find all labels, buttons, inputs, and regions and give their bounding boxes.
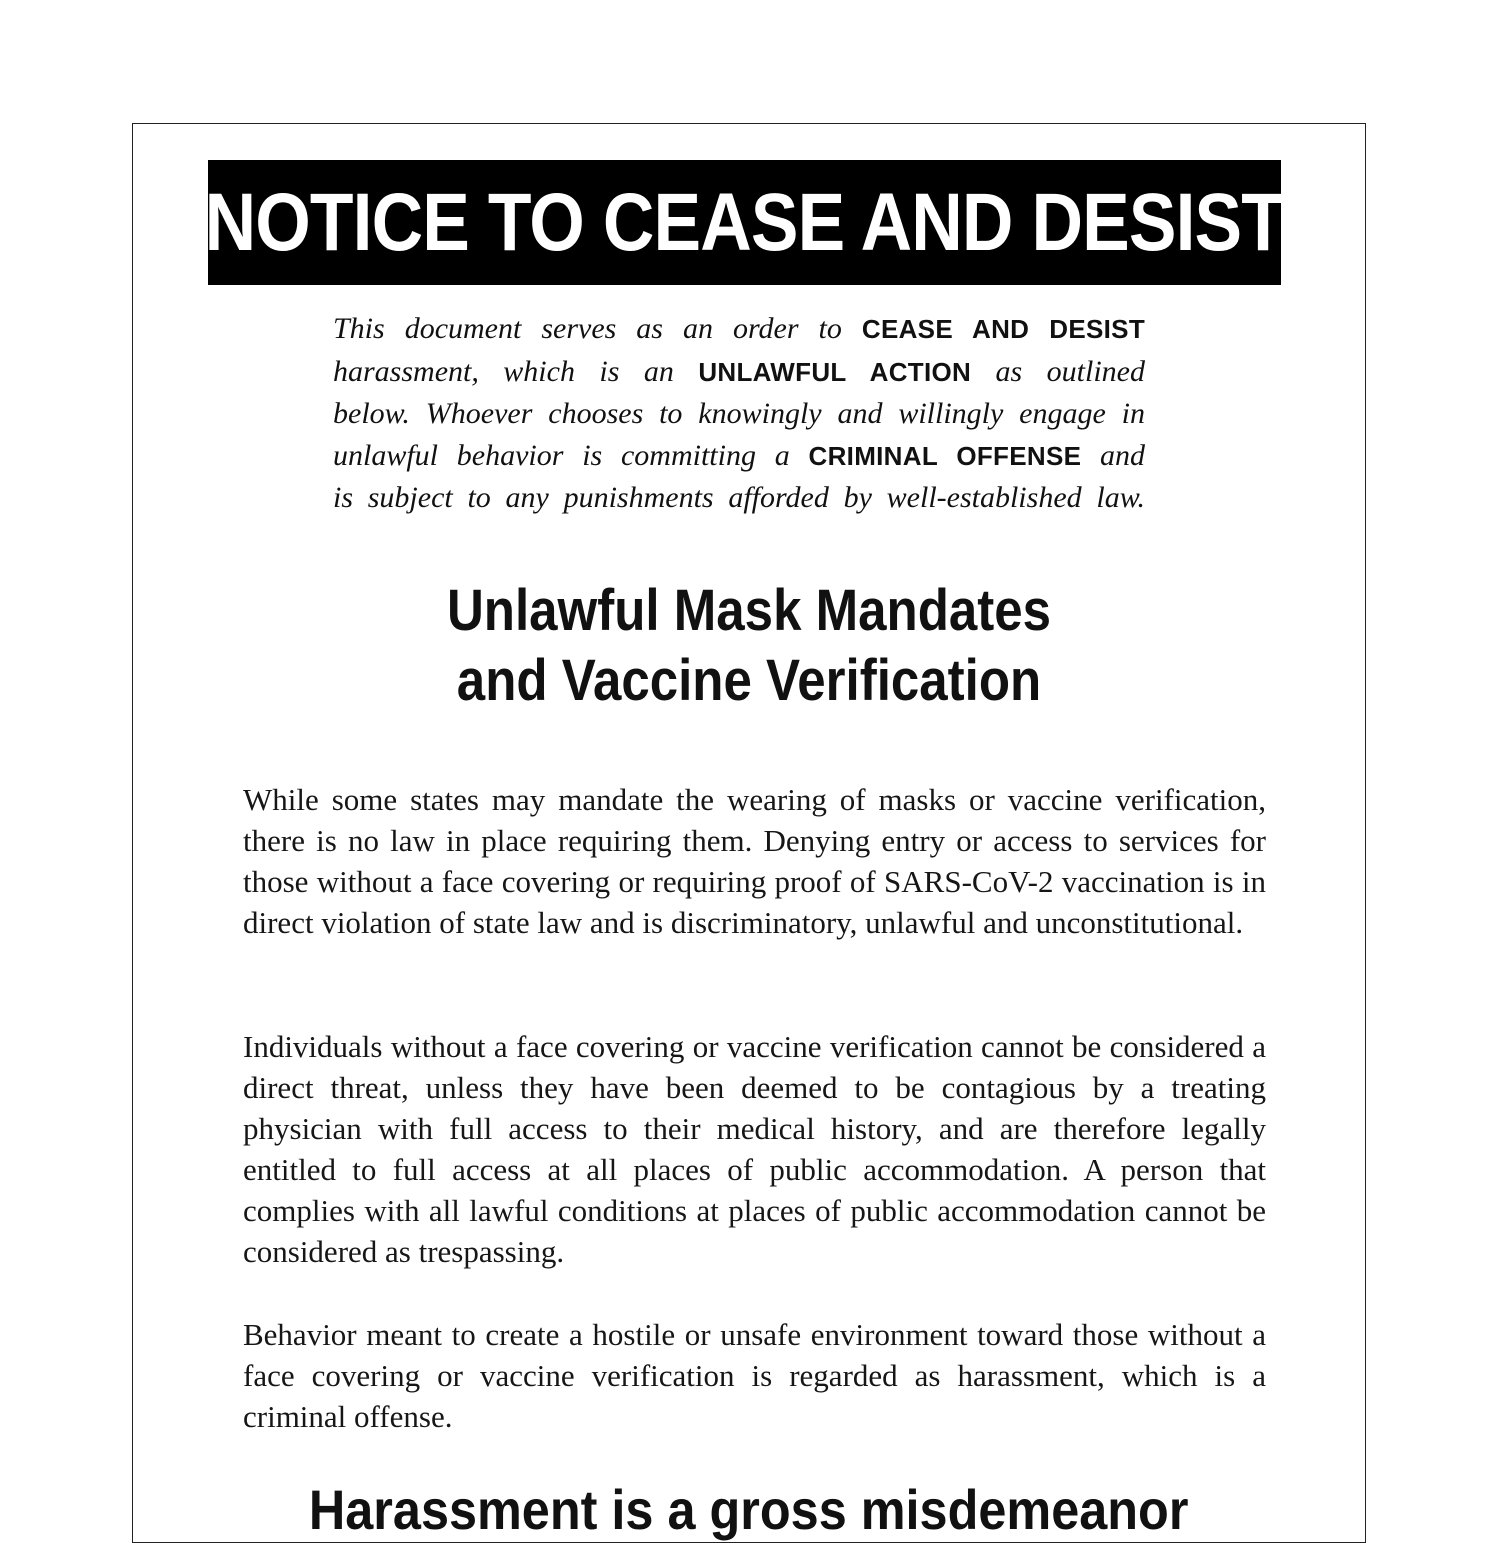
body-paragraph-3: Behavior meant to create a hostile or unsafe environment toward those without a face covering or vaccine verification is regarded as harassment, which is a criminal offense. (243, 1317, 1266, 1434)
section-heading-line-2: and Vaccine Verification (456, 648, 1042, 713)
section-heading (133, 576, 1365, 716)
subheading (133, 1477, 1365, 1543)
section-heading-line-1: Unlawful Mask Mandates (446, 578, 1052, 643)
emphasis-unlawful-action: UNLAWFUL ACTION (698, 356, 972, 387)
intro-line-3: below. Whoever chooses to knowingly and willingly engage in (333, 397, 1145, 430)
intro-line-4: unlawful behavior is committing a CRIMINAL OFFENSE and (333, 438, 1146, 472)
intro-line-5: is subject to any punishments afforded by well-established law. (333, 481, 1145, 514)
title-banner (204, 160, 1285, 285)
document-title: NOTICE TO CEASE AND DESIST (204, 176, 1285, 268)
body-paragraph-2: Individuals without a face covering or vaccine verification cannot be considered a direct threat, unless they have been deemed to be contagious by a treating physician with full access to their medical history, and are therefore legally entitled to full access at all places of public accommodation. A person that complies with all lawful conditions at places of public accommodation cannot be considered as trespassing. (243, 1029, 1266, 1269)
emphasis-criminal-offense: CRIMINAL OFFENSE (808, 440, 1082, 471)
emphasis-cease-and-desist: CEASE AND DESIST (861, 314, 1145, 344)
intro-paragraph (333, 308, 1145, 519)
intro-line-2: harassment, which is an UNLAWFUL ACTION as outlined (333, 354, 1145, 388)
document-page (132, 123, 1366, 1543)
subheading-text: Harassment is a gross misdemeanor (309, 1478, 1189, 1541)
body-paragraph-1: While some states may mandate the wearing of masks or vaccine verification, there is no law in place requiring them. Denying entry or access to services for those without a face covering or requiring proof of SARS-CoV-2 vaccination is in direct violation of state law and is discriminatory, unlawful and unconstitutional. (243, 782, 1266, 940)
intro-line-1: This document serves as an order to CEASE AND DESIST (333, 312, 1145, 345)
